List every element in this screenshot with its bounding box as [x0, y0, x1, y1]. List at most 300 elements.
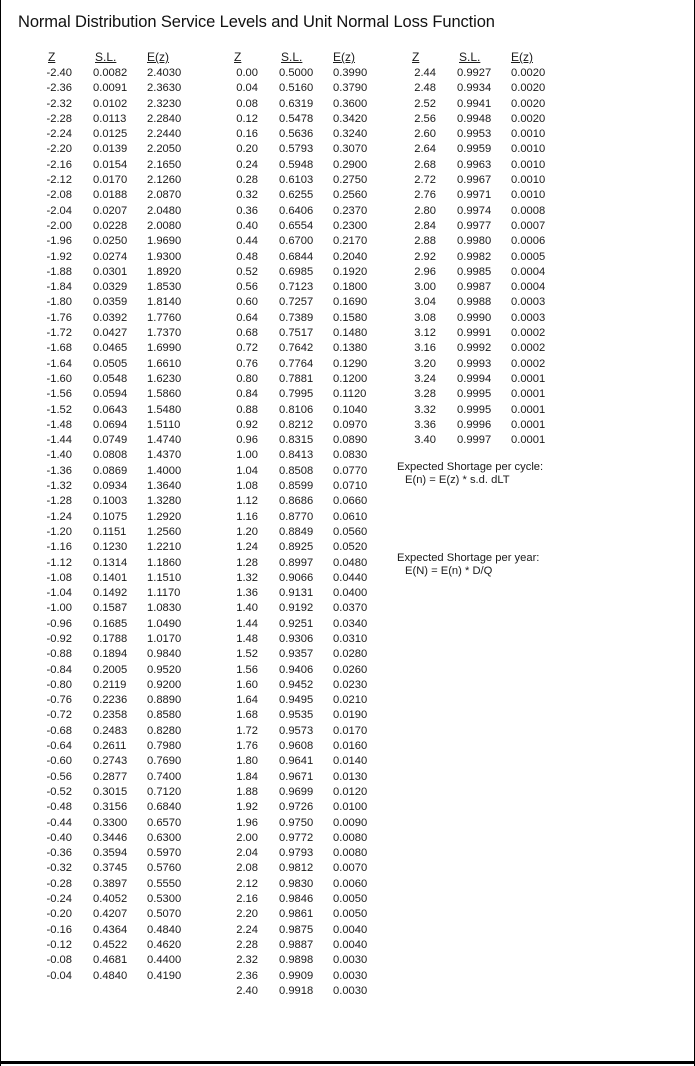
- cell-z: 2.00: [236, 831, 258, 844]
- cell-z: 3.04: [414, 296, 436, 309]
- cell-z: -2.28: [46, 112, 72, 125]
- cell-ez: 0.2560: [333, 189, 368, 202]
- cell-sl: 0.0274: [93, 250, 128, 263]
- cell-sl: 0.9846: [279, 893, 314, 906]
- cell-sl: 0.1230: [93, 541, 128, 554]
- cell-z: 0.72: [236, 342, 258, 355]
- cell-ez: 0.0001: [511, 388, 546, 401]
- cell-z: 0.08: [236, 97, 258, 110]
- cell-ez: 2.1650: [147, 158, 182, 171]
- cell-ez: 1.1510: [147, 571, 182, 584]
- cell-ez: 0.0140: [333, 755, 368, 768]
- header-sl: S.L.: [281, 50, 303, 64]
- cell-sl: 0.1075: [93, 510, 128, 523]
- cell-ez: 0.1580: [333, 311, 368, 324]
- cell-ez: 0.4400: [147, 954, 182, 967]
- cell-ez: 0.0010: [511, 158, 546, 171]
- cell-ez: 0.0170: [333, 724, 368, 737]
- cell-ez: 0.0008: [511, 204, 546, 217]
- cell-z: 2.64: [414, 143, 436, 156]
- cell-sl: 0.3594: [93, 847, 128, 860]
- cell-z: 2.92: [414, 250, 436, 263]
- cell-z: 2.28: [236, 938, 258, 951]
- cell-ez: 0.0560: [333, 525, 368, 538]
- cell-ez: 0.0010: [511, 189, 546, 202]
- cell-z: 0.28: [236, 174, 258, 187]
- cell-sl: 0.2877: [93, 770, 128, 783]
- cell-z: -0.08: [46, 954, 72, 967]
- cell-z: 0.48: [236, 250, 258, 263]
- cell-z: 2.12: [236, 877, 258, 890]
- cell-sl: 0.7389: [279, 311, 314, 324]
- cell-sl: 0.6255: [279, 189, 314, 202]
- cell-ez: 0.0230: [333, 678, 368, 691]
- cell-sl: 0.9941: [457, 97, 492, 110]
- cell-z: -1.88: [46, 265, 72, 278]
- cell-sl: 0.9959: [457, 143, 492, 156]
- cell-ez: 0.0004: [511, 265, 546, 278]
- cell-ez: 0.0080: [333, 831, 368, 844]
- cell-ez: 0.0100: [333, 801, 368, 814]
- cell-sl: 0.9830: [279, 877, 314, 890]
- cell-z: 0.20: [236, 143, 258, 156]
- cell-z: 2.08: [236, 862, 258, 875]
- cell-z: 0.24: [236, 158, 258, 171]
- cell-ez: 1.9300: [147, 250, 182, 263]
- cell-z: 1.80: [236, 755, 258, 768]
- cell-z: 0.56: [236, 281, 258, 294]
- cell-sl: 0.7517: [279, 327, 314, 340]
- cell-ez: 0.9200: [147, 678, 182, 691]
- cell-sl: 0.0505: [93, 357, 128, 370]
- cell-z: -0.76: [46, 694, 72, 707]
- cell-z: 1.52: [236, 648, 258, 661]
- cell-sl: 0.9812: [279, 862, 314, 875]
- cell-sl: 0.9990: [457, 311, 492, 324]
- cell-ez: 0.4620: [147, 938, 182, 951]
- cell-ez: 0.0004: [511, 281, 546, 294]
- cell-ez: 0.3600: [333, 97, 368, 110]
- cell-z: 1.08: [236, 480, 258, 493]
- cell-ez: 1.3640: [147, 480, 182, 493]
- cell-z: 2.20: [236, 908, 258, 921]
- cell-z: -0.60: [46, 755, 72, 768]
- cell-sl: 0.4681: [93, 954, 128, 967]
- cell-sl: 0.6700: [279, 235, 314, 248]
- cell-ez: 0.0030: [333, 984, 368, 997]
- header-sl: S.L.: [95, 50, 117, 64]
- cell-sl: 0.9967: [457, 174, 492, 187]
- cell-ez: 0.4840: [147, 923, 182, 936]
- cell-z: 3.32: [414, 403, 436, 416]
- cell-ez: 0.0260: [333, 663, 368, 676]
- header-ez: E(z): [147, 50, 169, 64]
- cell-sl: 0.0427: [93, 327, 128, 340]
- cell-sl: 0.0139: [93, 143, 128, 156]
- cell-ez: 1.8140: [147, 296, 182, 309]
- cell-ez: 0.0340: [333, 617, 368, 630]
- cell-ez: 1.6230: [147, 372, 182, 385]
- cell-ez: 0.0040: [333, 923, 368, 936]
- cell-sl: 0.1587: [93, 602, 128, 615]
- cell-z: 1.96: [236, 816, 258, 829]
- cell-sl: 0.9996: [457, 418, 492, 431]
- cell-sl: 0.9982: [457, 250, 492, 263]
- cell-ez: 0.1380: [333, 342, 368, 355]
- cell-z: 1.28: [236, 556, 258, 569]
- cell-ez: 0.2170: [333, 235, 368, 248]
- cell-z: -1.32: [46, 480, 72, 493]
- cell-z: 3.24: [414, 372, 436, 385]
- cell-sl: 0.9875: [279, 923, 314, 936]
- cell-z: -0.96: [46, 617, 72, 630]
- cell-ez: 0.6840: [147, 801, 182, 814]
- cell-ez: 0.5300: [147, 893, 182, 906]
- cell-sl: 0.1492: [93, 587, 128, 600]
- cell-ez: 2.4030: [147, 67, 182, 79]
- cell-z: -2.00: [46, 219, 72, 232]
- cell-ez: 0.7690: [147, 755, 182, 768]
- cell-z: -1.96: [46, 235, 72, 248]
- cell-sl: 0.0869: [93, 464, 128, 477]
- cell-sl: 0.8212: [279, 418, 314, 431]
- cell-z: 0.36: [236, 204, 258, 217]
- cell-sl: 0.2005: [93, 663, 128, 676]
- cell-ez: 0.0280: [333, 648, 368, 661]
- cell-ez: 0.2750: [333, 174, 368, 187]
- cell-ez: 1.0830: [147, 602, 182, 615]
- cell-ez: 2.2840: [147, 112, 182, 125]
- cell-sl: 0.9772: [279, 831, 314, 844]
- cell-sl: 0.4840: [93, 969, 128, 982]
- cell-sl: 0.0594: [93, 388, 128, 401]
- cell-ez: 0.0002: [511, 357, 546, 370]
- cell-z: 0.96: [236, 434, 258, 447]
- cell-ez: 0.1200: [333, 372, 368, 385]
- cell-z: 1.72: [236, 724, 258, 737]
- cell-sl: 0.0359: [93, 296, 128, 309]
- cell-sl: 0.8315: [279, 434, 314, 447]
- cell-ez: 1.8920: [147, 265, 182, 278]
- cell-sl: 0.9988: [457, 296, 492, 309]
- header-z: Z: [234, 50, 242, 64]
- cell-sl: 0.5000: [279, 67, 314, 79]
- cell-ez: 1.4000: [147, 464, 182, 477]
- cell-z: 0.32: [236, 189, 258, 202]
- cell-z: -1.04: [46, 587, 72, 600]
- cell-sl: 0.0392: [93, 311, 128, 324]
- cell-sl: 0.9963: [457, 158, 492, 171]
- cell-ez: 0.0002: [511, 327, 546, 340]
- cell-z: 2.84: [414, 219, 436, 232]
- cell-z: -0.56: [46, 770, 72, 783]
- cell-z: 0.84: [236, 388, 258, 401]
- cell-z: -1.56: [46, 388, 72, 401]
- cell-sl: 0.0228: [93, 219, 128, 232]
- cell-z: 3.28: [414, 388, 436, 401]
- cell-sl: 0.8770: [279, 510, 314, 523]
- cell-z: 0.44: [236, 235, 258, 248]
- cell-sl: 0.9987: [457, 281, 492, 294]
- cell-z: -2.12: [46, 174, 72, 187]
- cell-ez: 0.0003: [511, 311, 546, 324]
- cell-sl: 0.9699: [279, 785, 314, 798]
- cell-ez: 1.5110: [147, 418, 181, 431]
- cell-sl: 0.9994: [457, 372, 492, 385]
- cell-sl: 0.9750: [279, 816, 314, 829]
- cell-ez: 2.1260: [147, 174, 182, 187]
- cell-z: 1.24: [236, 541, 258, 554]
- cell-sl: 0.9997: [457, 434, 492, 447]
- cell-ez: 1.2560: [147, 525, 182, 538]
- cell-sl: 0.8686: [279, 495, 314, 508]
- cell-z: 1.12: [236, 495, 258, 508]
- cell-z: -2.20: [46, 143, 72, 156]
- cell-ez: 0.0370: [333, 602, 368, 615]
- cell-ez: 0.0520: [333, 541, 368, 554]
- cell-sl: 0.9066: [279, 571, 314, 584]
- cell-ez: 0.2300: [333, 219, 368, 232]
- cell-z: -0.72: [46, 709, 72, 722]
- cell-ez: 0.0050: [333, 908, 368, 921]
- cell-z: 1.20: [236, 525, 258, 538]
- cell-sl: 0.1401: [93, 571, 128, 584]
- cell-z: -0.36: [46, 847, 72, 860]
- cell-sl: 0.4207: [93, 908, 128, 921]
- cell-ez: 0.0020: [511, 82, 546, 95]
- cell-sl: 0.5160: [279, 82, 314, 95]
- cell-ez: 0.0030: [333, 969, 368, 982]
- cell-sl: 0.9861: [279, 908, 314, 921]
- cell-sl: 0.9306: [279, 632, 314, 645]
- cell-sl: 0.4052: [93, 893, 128, 906]
- cell-sl: 0.9192: [279, 602, 314, 615]
- cell-sl: 0.5948: [279, 158, 314, 171]
- cell-ez: 0.0006: [511, 235, 546, 248]
- cell-z: 2.44: [414, 67, 436, 79]
- cell-ez: 1.5480: [147, 403, 182, 416]
- cell-z: 3.08: [414, 311, 436, 324]
- cell-sl: 0.0548: [93, 372, 128, 385]
- cell-ez: 0.8280: [147, 724, 182, 737]
- cell-sl: 0.3015: [93, 785, 128, 798]
- cell-sl: 0.2611: [93, 740, 127, 753]
- cell-z: -1.16: [46, 541, 72, 554]
- cell-sl: 0.7881: [279, 372, 314, 385]
- cell-sl: 0.0694: [93, 418, 128, 431]
- cell-ez: 0.0007: [511, 219, 546, 232]
- cell-sl: 0.9948: [457, 112, 492, 125]
- cell-z: 2.40: [236, 984, 258, 997]
- cell-sl: 0.3745: [93, 862, 128, 875]
- cell-sl: 0.8106: [279, 403, 314, 416]
- cell-ez: 0.0001: [511, 372, 546, 385]
- cell-ez: 0.1480: [333, 327, 368, 340]
- cell-sl: 0.9452: [279, 678, 314, 691]
- cell-z: -0.52: [46, 785, 72, 798]
- cell-sl: 0.1685: [93, 617, 128, 630]
- cell-z: 2.16: [236, 893, 258, 906]
- cell-sl: 0.0125: [93, 128, 128, 141]
- cell-z: 1.00: [236, 449, 258, 462]
- cell-z: -1.12: [46, 556, 72, 569]
- cell-ez: 2.2050: [147, 143, 182, 156]
- cell-ez: 0.3990: [333, 67, 368, 79]
- cell-ez: 1.4370: [147, 449, 182, 462]
- cell-z: -1.68: [46, 342, 72, 355]
- cell-z: 2.88: [414, 235, 436, 248]
- cell-sl: 0.7642: [279, 342, 314, 355]
- cell-z: 0.12: [236, 112, 258, 125]
- cell-sl: 0.6554: [279, 219, 314, 232]
- cell-sl: 0.0934: [93, 480, 128, 493]
- cell-ez: 0.0160: [333, 740, 368, 753]
- cell-ez: 2.0870: [147, 189, 182, 202]
- header-z: Z: [412, 50, 420, 64]
- cell-z: -0.84: [46, 663, 72, 676]
- cell-ez: 1.1860: [147, 556, 182, 569]
- cell-sl: 0.8413: [279, 449, 314, 462]
- cell-sl: 0.9918: [279, 984, 314, 997]
- cell-sl: 0.0102: [93, 97, 128, 110]
- cell-ez: 0.0890: [333, 434, 368, 447]
- cell-sl: 0.0749: [93, 434, 128, 447]
- cell-z: 2.72: [414, 174, 436, 187]
- note-cycle-formula: E(n) = E(z) * s.d. dLT: [405, 474, 510, 486]
- cell-sl: 0.8849: [279, 525, 314, 538]
- cell-sl: 0.9992: [457, 342, 492, 355]
- cell-ez: 1.2210: [147, 541, 182, 554]
- note-year-formula: E(N) = E(n) * D/Q: [405, 565, 493, 577]
- cell-z: -0.24: [46, 893, 72, 906]
- cell-z: -1.08: [46, 571, 72, 584]
- cell-z: -0.80: [46, 678, 72, 691]
- page-title: Normal Distribution Service Levels and Unit Normal Loss Function: [18, 13, 495, 31]
- cell-z: 1.84: [236, 770, 258, 783]
- cell-z: 3.00: [414, 281, 436, 294]
- cell-ez: 0.0060: [333, 877, 368, 890]
- cell-ez: 1.6610: [147, 357, 182, 370]
- cell-sl: 0.9406: [279, 663, 314, 676]
- cell-sl: 0.9251: [279, 617, 314, 630]
- cell-ez: 0.0010: [511, 174, 546, 187]
- cell-ez: 0.0310: [333, 632, 368, 645]
- cell-sl: 0.9927: [457, 67, 492, 79]
- cell-z: 1.48: [236, 632, 258, 645]
- cell-ez: 0.0020: [511, 97, 546, 110]
- cell-z: -0.48: [46, 801, 72, 814]
- cell-ez: 0.0002: [511, 342, 546, 355]
- cell-sl: 0.9953: [457, 128, 492, 141]
- note-shortage-per-cycle: [397, 461, 543, 486]
- cell-sl: 0.0465: [93, 342, 128, 355]
- cell-ez: 0.2370: [333, 204, 368, 217]
- cell-ez: 1.5860: [147, 388, 182, 401]
- cell-sl: 0.9934: [457, 82, 492, 95]
- cell-z: -1.00: [46, 602, 72, 615]
- cell-ez: 0.1800: [333, 281, 368, 294]
- cell-sl: 0.0329: [93, 281, 128, 294]
- cell-sl: 0.9980: [457, 235, 492, 248]
- cell-sl: 0.4364: [93, 923, 128, 936]
- cell-z: 0.00: [236, 67, 258, 79]
- cell-z: -0.64: [46, 740, 72, 753]
- header-ez: E(z): [511, 50, 533, 64]
- cell-ez: 0.4190: [147, 969, 182, 982]
- cell-sl: 0.3446: [93, 831, 128, 844]
- cell-sl: 0.0082: [93, 67, 128, 79]
- cell-z: 2.56: [414, 112, 436, 125]
- cell-z: 1.40: [236, 602, 258, 615]
- page-border-left: [0, 0, 1, 1066]
- cell-z: -1.24: [46, 510, 72, 523]
- cell-z: 2.96: [414, 265, 436, 278]
- cell-z: 2.80: [414, 204, 436, 217]
- cell-ez: 0.5970: [147, 847, 182, 860]
- cell-sl: 0.7257: [279, 296, 314, 309]
- cell-z: 2.32: [236, 954, 258, 967]
- cell-z: 2.36: [236, 969, 258, 982]
- cell-sl: 0.0113: [93, 112, 127, 125]
- cell-z: -0.68: [46, 724, 72, 737]
- cell-z: 1.44: [236, 617, 258, 630]
- cell-sl: 0.0154: [93, 158, 128, 171]
- cell-z: 1.36: [236, 587, 258, 600]
- cell-ez: 0.0770: [333, 464, 368, 477]
- cell-ez: 0.3240: [333, 128, 368, 141]
- cell-ez: 0.3420: [333, 112, 368, 125]
- cell-sl: 0.5636: [279, 128, 314, 141]
- cell-ez: 0.0190: [333, 709, 368, 722]
- cell-sl: 0.0250: [93, 235, 128, 248]
- cell-ez: 0.0440: [333, 571, 368, 584]
- cell-sl: 0.7995: [279, 388, 314, 401]
- cell-sl: 0.7764: [279, 357, 314, 370]
- cell-ez: 1.1170: [147, 587, 181, 600]
- cell-z: 1.88: [236, 785, 258, 798]
- cell-z: -2.40: [46, 67, 72, 79]
- cell-z: -1.76: [46, 311, 72, 324]
- cell-z: -1.20: [46, 525, 72, 538]
- cell-z: 3.12: [414, 327, 436, 340]
- cell-ez: 0.7980: [147, 740, 182, 753]
- cell-z: -0.12: [46, 938, 72, 951]
- cell-ez: 0.3070: [333, 143, 368, 156]
- cell-sl: 0.0207: [93, 204, 128, 217]
- cell-sl: 0.9671: [279, 770, 314, 783]
- cell-z: -1.52: [46, 403, 72, 416]
- cell-z: 3.40: [414, 434, 436, 447]
- note-shortage-per-year: [397, 552, 539, 577]
- cell-z: -0.88: [46, 648, 72, 661]
- cell-z: -0.04: [46, 969, 72, 982]
- cell-sl: 0.9974: [457, 204, 492, 217]
- page-border-bottom: [0, 1061, 695, 1064]
- cell-ez: 0.0090: [333, 816, 368, 829]
- cell-sl: 0.0808: [93, 449, 128, 462]
- cell-ez: 1.7370: [147, 327, 182, 340]
- cell-z: -2.24: [46, 128, 72, 141]
- cell-sl: 0.9971: [457, 189, 492, 202]
- cell-ez: 0.0710: [333, 480, 368, 493]
- cell-z: -1.72: [46, 327, 72, 340]
- cell-sl: 0.0643: [93, 403, 128, 416]
- cell-ez: 0.9520: [147, 663, 182, 676]
- cell-z: -1.36: [46, 464, 72, 477]
- cell-sl: 0.8925: [279, 541, 314, 554]
- cell-z: -0.28: [46, 877, 72, 890]
- cell-z: -2.08: [46, 189, 72, 202]
